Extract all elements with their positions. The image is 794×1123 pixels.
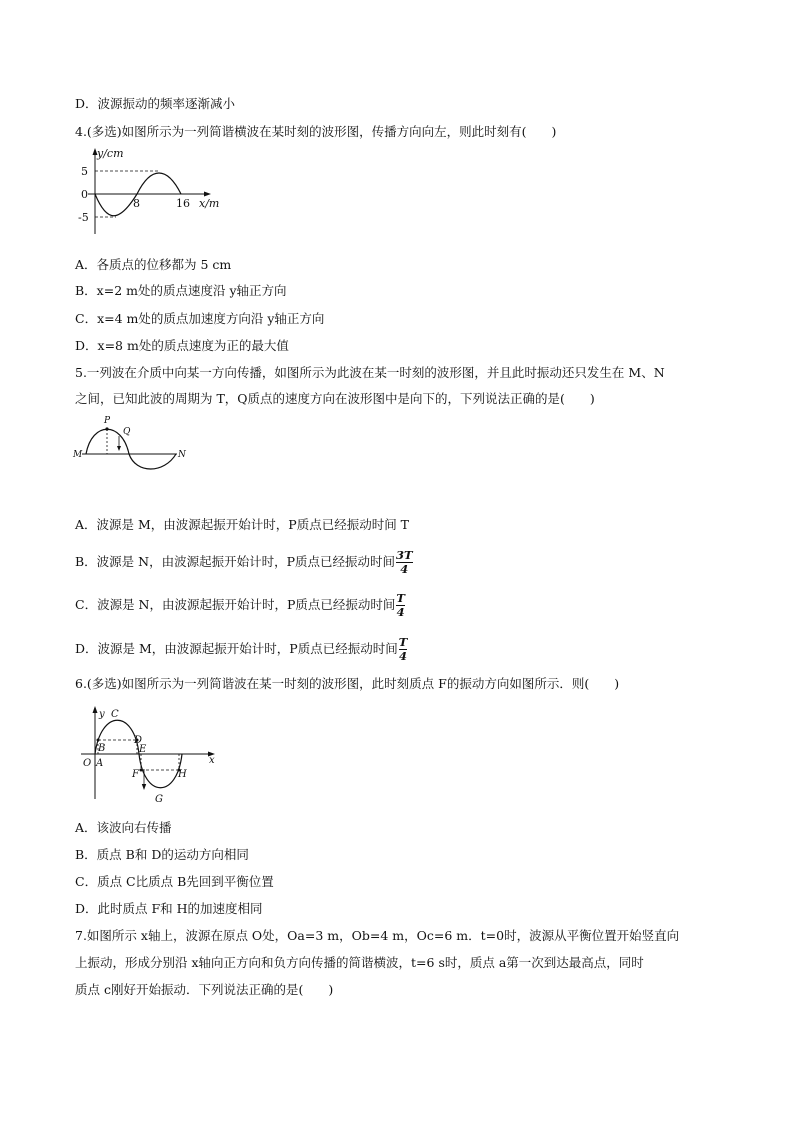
q6-label-b: B — [98, 743, 106, 754]
q5-option-b — [75, 543, 413, 581]
q5-stem-line-2: 之间，已知此波的周期为 T，Q质点的速度方向在波形图中是向下的，下列说法正确的是( ) — [75, 391, 595, 406]
q5-option-d — [75, 630, 407, 668]
q4-tick-5: 5 — [81, 165, 88, 178]
q5-wave-figure — [72, 414, 192, 469]
q7-line-3: 质点 c刚好开始振动．下列说法正确的是( ) — [75, 982, 334, 997]
q5-option-c-fraction: $\frac{T}{4}$ — [396, 591, 405, 619]
q6-label-d: D — [134, 735, 143, 746]
q6-label-a: A — [96, 758, 104, 769]
q5-point-p — [105, 427, 108, 430]
q4-tick-0: 0 — [81, 188, 88, 201]
q6-label-x: x — [209, 755, 215, 766]
q4-y-label: y/cm — [97, 147, 124, 160]
q6-label-o: O — [83, 758, 92, 769]
q5-option-a — [75, 517, 409, 533]
q4-option-b: B．x=2 m处的质点速度沿 y轴正方向 — [75, 283, 287, 298]
q4-tick-16: 16 — [176, 197, 190, 210]
q6-option-d: D．此时质点 F和 H的加速度相同 — [75, 901, 263, 916]
q5-q-arrowhead — [117, 446, 121, 451]
q5-option-d-text: D．波源是 M，由波源起振开始计时，P质点已经振动时间 — [75, 641, 398, 656]
q5-stem-line-1: 5.一列波在介质中向某一方向传播，如图所示为此波在某一时刻的波形图，并且此时振动还只发生在 M、N — [75, 365, 665, 380]
q5-option-b-fraction: $\frac{3T}{4}$ — [396, 548, 413, 576]
q6-label-g: G — [155, 794, 163, 805]
q4-option-c: C．x=4 m处的质点加速度方向沿 y轴正方向 — [75, 311, 325, 326]
q6-label-h: H — [178, 769, 187, 780]
q6-label-y: y — [99, 709, 105, 720]
q5-label-p: P — [104, 416, 111, 426]
q6-label-c: C — [111, 709, 119, 720]
q5-label-n: N — [178, 450, 186, 460]
q6-point-f — [140, 769, 143, 772]
q6-option-c: C．质点 C比质点 B先回到平衡位置 — [75, 874, 274, 889]
q5-option-d-fraction: $\frac{T}{4}$ — [398, 635, 408, 663]
q4-x-axis-arrow — [204, 192, 211, 197]
q6-f-arrowhead — [142, 784, 146, 790]
q5-option-b-text: B．波源是 N，由波源起振开始计时，P质点已经振动时间 — [75, 554, 396, 569]
q5-label-q: Q — [123, 427, 131, 437]
q7-line-2: 上振动，形成分别沿 x轴向正方向和负方向传播的简谐横波，t=6 s时，质点 a第一次到达最高点，同时 — [75, 955, 644, 970]
q6-stem: 6.(多选)如图所示为一列简谐波在某一时刻的波形图，此时刻质点 F的振动方向如图所示．则( ) — [75, 676, 620, 691]
q6-label-e: E — [139, 744, 147, 755]
q6-wave-figure — [78, 703, 223, 808]
q5-option-c — [75, 586, 405, 624]
q4-tick-neg5: -5 — [78, 211, 89, 224]
q4-x-label: x/m — [199, 197, 220, 210]
q3-option-d: D．波源振动的频率逐渐减小 — [75, 96, 236, 111]
q4-option-d: D．x=8 m处的质点速度为正的最大值 — [75, 338, 289, 353]
q6-y-axis-arrow — [93, 706, 98, 713]
q6-label-f: F — [132, 769, 139, 780]
q5-option-a-text: A．波源是 M，由波源起振开始计时，P质点已经振动时间 T — [75, 517, 410, 532]
q6-option-a: A．该波向右传播 — [75, 820, 172, 835]
q5-wave-curve — [86, 429, 176, 469]
q5-label-m: M — [73, 450, 83, 460]
q4-wave-figure — [78, 146, 228, 236]
q4-tick-8: 8 — [133, 197, 140, 210]
q7-line-1: 7.如图所示 x轴上，波源在原点 O处，Oa=3 m，Ob=4 m，Oc=6 m．t=0时，波源从平衡位置开始竖直向 — [75, 928, 680, 943]
q6-point-b — [97, 739, 100, 742]
q5-option-c-text: C．波源是 N，由波源起振开始计时，P质点已经振动时间 — [75, 597, 396, 612]
q4-stem: 4.(多选)如图所示为一列简谐横波在某时刻的波形图，传播方向向左，则此时刻有( ) — [75, 124, 557, 139]
q4-option-a: A．各质点的位移都为 5 cm — [75, 257, 232, 272]
q6-option-b: B．质点 B和 D的运动方向相同 — [75, 847, 249, 862]
